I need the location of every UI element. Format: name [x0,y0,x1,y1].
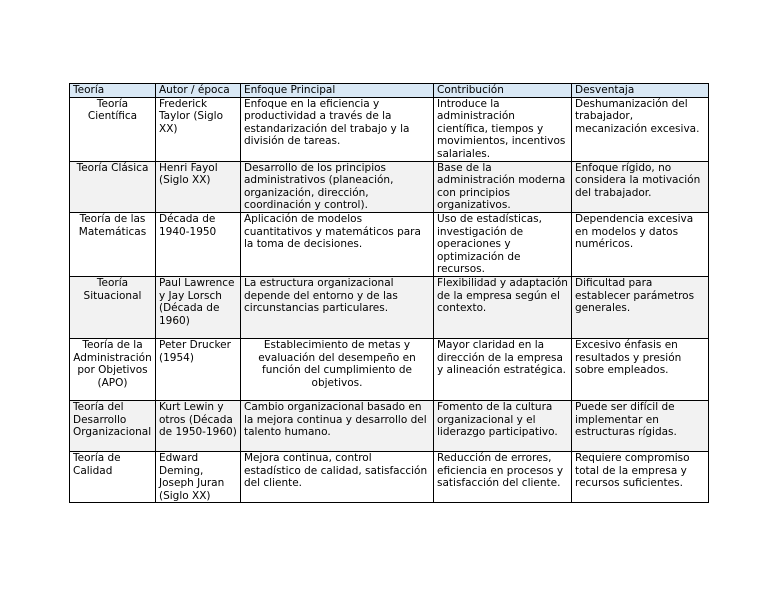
cell-enfoque: Cambio organizacional basado en la mejora continua y desarrollo del talento humano. [241,400,434,451]
cell-contribucion: Base de la administración moderna con principios organizativos. [434,161,572,212]
cell-desventaja: Excesivo énfasis en resultados y presión sobre empleados. [572,338,709,400]
cell-contribucion: Reducción de errores, eficiencia en procesos y satisfacción del cliente. [434,451,572,502]
header-desventaja: Desventaja [572,84,709,98]
table-header-row [70,84,709,98]
cell-autor: Edward Deming, Joseph Juran (Siglo XX) [156,451,241,502]
table-row [70,338,709,400]
table-row [70,276,709,338]
cell-teoria: Teoría Clásica [70,161,156,212]
cell-autor: Henri Fayol (Siglo XX) [156,161,241,212]
header-contribucion: Contribución [434,84,572,98]
header-enfoque: Enfoque Principal [241,84,434,98]
cell-desventaja: Puede ser difícil de implementar en estructuras rígidas. [572,400,709,451]
cell-contribucion: Uso de estadísticas, investigación de operaciones y optimización de recursos. [434,212,572,276]
cell-teoria: Teoría de la Administración por Objetivos (APO) [70,338,156,400]
cell-enfoque: Mejora continua, control estadístico de calidad, satisfacción del cliente. [241,451,434,502]
header-teoria: Teoría [70,84,156,98]
cell-desventaja: Requiere compromiso total de la empresa y recursos suficientes. [572,451,709,502]
cell-autor: Paul Lawrence y Jay Lorsch (Década de 1960) [156,276,241,338]
cell-desventaja: Dependencia excesiva en modelos y datos numéricos. [572,212,709,276]
cell-autor: Década de 1940-1950 [156,212,241,276]
cell-contribucion: Fomento de la cultura organizacional y el liderazgo participativo. [434,400,572,451]
cell-enfoque: Establecimiento de metas y evaluación del desempeño en función del cumplimiento de objetivos. [241,338,434,400]
cell-enfoque: La estructura organizacional depende del entorno y de las circunstancias particulares. [241,276,434,338]
cell-autor: Peter Drucker (1954) [156,338,241,400]
cell-desventaja: Enfoque rígido, no considera la motivación del trabajador. [572,161,709,212]
cell-teoria: Teoría Situacional [70,276,156,338]
table-row [70,451,709,502]
cell-teoria: Teoría de Calidad [70,451,156,502]
cell-autor: Kurt Lewin y otros (Década de 1950-1960) [156,400,241,451]
cell-teoria: Teoría del Desarrollo Organizacional [70,400,156,451]
cell-enfoque: Aplicación de modelos cuantitativos y matemáticos para la toma de decisiones. [241,212,434,276]
table-row [70,400,709,451]
table-row [70,161,709,212]
cell-desventaja: Deshumanización del trabajador, mecanización excesiva. [572,97,709,161]
cell-teoria: Teoría Científica [70,97,156,161]
cell-contribucion: Flexibilidad y adaptación de la empresa según el contexto. [434,276,572,338]
cell-contribucion: Introduce la administración científica, tiempos y movimientos, incentivos salariales. [434,97,572,161]
cell-autor: Frederick Taylor (Siglo XX) [156,97,241,161]
theories-table [69,83,709,503]
table-row [70,97,709,161]
cell-enfoque: Enfoque en la eficiencia y productividad a través de la estandarización del trabajo y la división de tareas. [241,97,434,161]
header-autor: Autor / época [156,84,241,98]
cell-teoria: Teoría de las Matemáticas [70,212,156,276]
table-row [70,212,709,276]
cell-enfoque: Desarrollo de los principios administrativos (planeación, organización, dirección, coordinación y control). [241,161,434,212]
cell-desventaja: Dificultad para establecer parámetros generales. [572,276,709,338]
cell-contribucion: Mayor claridad en la dirección de la empresa y alineación estratégica. [434,338,572,400]
